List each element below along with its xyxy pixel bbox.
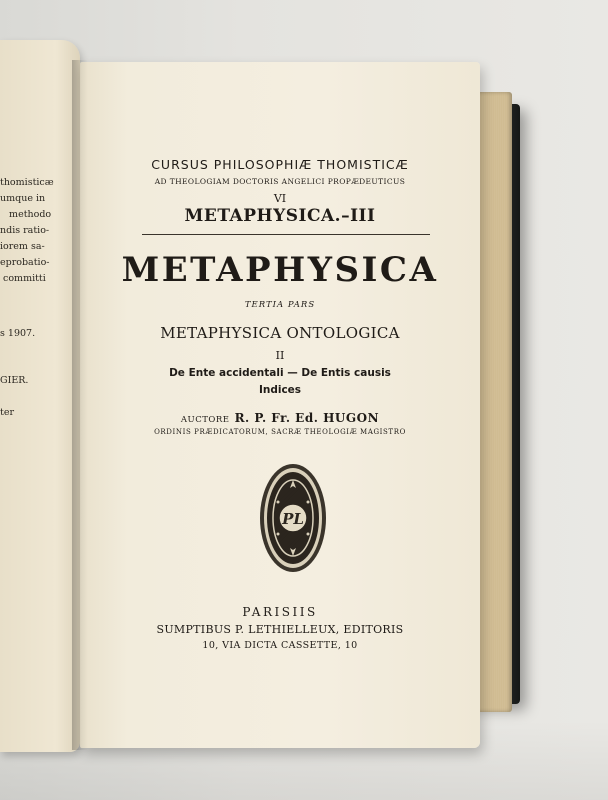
author-order: ORDINIS PRÆDICATORUM, SACRÆ THEOLOGIÆ MAGISTRO bbox=[154, 428, 406, 436]
left-page-line: s 1907. bbox=[0, 328, 36, 339]
imprint-address: 10, VIA DICTA CASSETTE, 10 bbox=[202, 640, 358, 651]
svg-text:PL: PL bbox=[282, 510, 304, 528]
indices-line: Indices bbox=[258, 384, 302, 396]
series-title: CURSUS PHILOSOPHIÆ THOMISTICÆ bbox=[151, 157, 409, 172]
left-page-line: GIER. bbox=[0, 375, 29, 386]
tome-number: II bbox=[275, 349, 285, 362]
imprint-place: PARISIIS bbox=[242, 605, 318, 619]
main-title: METAPHYSICA bbox=[121, 250, 439, 290]
author-prefix: AUCTORE bbox=[180, 415, 230, 425]
series-subtitle: AD THEOLOGIAM DOCTORIS ANGELICI PROPÆDEUTICUS bbox=[154, 177, 406, 186]
author-name: R. P. Fr. Ed. HUGON bbox=[234, 411, 380, 425]
author-line bbox=[80, 407, 480, 426]
left-page bbox=[0, 40, 80, 752]
left-page-line: methodo bbox=[0, 209, 52, 220]
left-page-line: committi bbox=[0, 273, 46, 284]
book-subtitle: METAPHYSICA ONTOLOGICA bbox=[160, 324, 400, 342]
left-page-line: iorem sa- bbox=[0, 241, 45, 252]
dominican-seal-icon bbox=[258, 462, 328, 574]
contents-line: De Ente accidentali — De Entis causis bbox=[169, 367, 391, 379]
left-page-line: eprobatio- bbox=[0, 257, 50, 268]
imprint-publisher: SUMPTIBUS P. LETHIELLEUX, EDITORIS bbox=[156, 623, 404, 636]
left-page-line: thomisticæ bbox=[0, 177, 54, 188]
volume-title: METAPHYSICA.–III bbox=[184, 206, 376, 226]
left-page-line: umque in bbox=[0, 193, 46, 204]
volume-number: VI bbox=[273, 192, 287, 205]
title-page bbox=[80, 62, 480, 748]
book-gutter bbox=[72, 60, 88, 750]
left-page-line: ter bbox=[0, 407, 14, 418]
part-label: TERTIA PARS bbox=[244, 300, 316, 310]
left-page-line: ndis ratio- bbox=[0, 225, 50, 236]
title-rule bbox=[142, 234, 430, 235]
